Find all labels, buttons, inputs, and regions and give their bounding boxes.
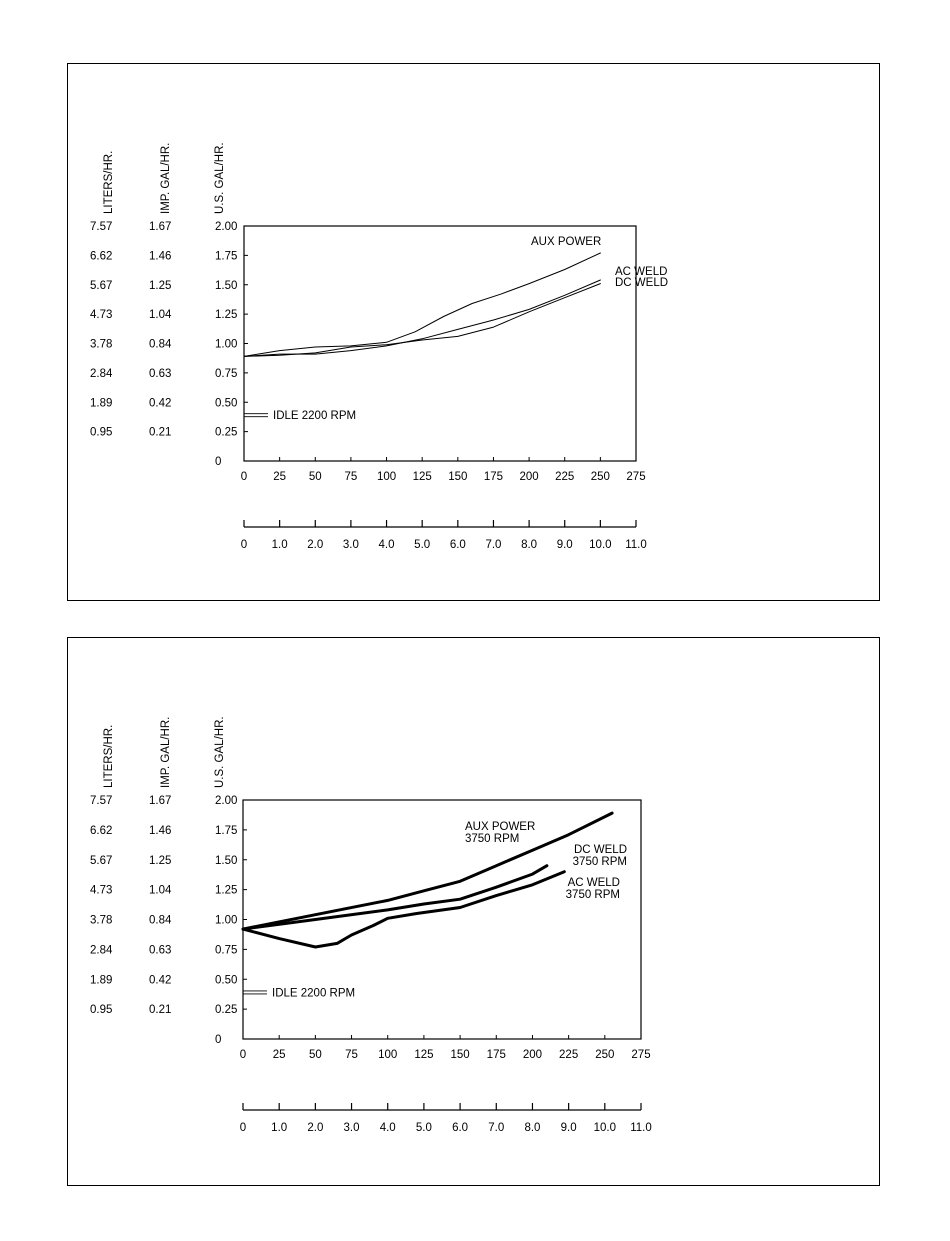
y-tick-label-imp: 1.04	[149, 884, 172, 897]
x2-tick-label: 5.0	[414, 539, 431, 551]
y-tick-label-us: 2.00	[215, 795, 238, 807]
x-tick-label: 50	[308, 1049, 322, 1061]
x2-tick-label: 9.0	[560, 1122, 577, 1134]
series-label: AC WELD	[615, 266, 668, 278]
x-tick-label: 75	[344, 471, 358, 483]
x-tick-label: 250	[590, 471, 610, 483]
x-tick-label: 150	[448, 471, 468, 483]
y-tick-label-imp: 1.46	[149, 824, 172, 837]
y-tick-label-liters: 3.78	[90, 338, 113, 351]
x2-tick-label: 10.0	[589, 539, 612, 551]
x-tick-label: 0	[240, 471, 248, 483]
y-tick-label-liters: 1.89	[90, 974, 113, 987]
y-tick-label-us: 0.25	[215, 1004, 238, 1017]
x2-tick-label: 0	[240, 539, 248, 551]
x2-tick-label: 6.0	[452, 1122, 469, 1134]
axis-title: U.S. GAL/HR.	[214, 142, 226, 214]
x2-tick-label: 11.0	[630, 1122, 652, 1134]
x-tick-label: 0	[239, 1049, 247, 1061]
x2-tick-label: 9.0	[556, 539, 573, 551]
y-tick-label-liters: 0.95	[90, 1004, 113, 1017]
y-tick-label-imp: 0.21	[149, 1004, 172, 1017]
y-tick-label-us: 0.75	[215, 367, 238, 380]
y-tick-label-imp: 1.25	[149, 854, 172, 867]
x2-tick-label: 10.0	[593, 1122, 617, 1134]
y-tick-label-us: 1.75	[215, 250, 238, 263]
idle-label: IDLE 2200 RPM	[273, 410, 357, 423]
axis-title: LITERS/HR.	[103, 724, 115, 788]
y-tick-label-imp: 0.21	[149, 426, 172, 439]
idle-label: IDLE 2200 RPM	[272, 987, 356, 1000]
x2-tick-label: 1.0	[271, 539, 288, 551]
y-tick-label-us: 0.50	[215, 974, 238, 987]
x2-tick-label: 3.0	[343, 1122, 360, 1134]
axis-title: IMP. GAL/HR.	[160, 716, 172, 788]
y-tick-label-us: 1.25	[215, 309, 238, 322]
axis-title: IMP. GAL/HR.	[160, 142, 172, 214]
x2-tick-label: 0	[239, 1122, 247, 1134]
x-tick-label: 100	[376, 471, 397, 483]
x-tick-label: 25	[272, 1049, 286, 1061]
x-tick-label: 275	[631, 1049, 651, 1061]
y-tick-label-imp: 0.84	[149, 338, 172, 351]
x2-tick-label: 3.0	[342, 539, 359, 551]
y-tick-label-imp: 0.42	[149, 974, 172, 987]
series-label: DC WELD	[615, 277, 669, 289]
y-tick-label-us: 1.00	[215, 914, 238, 927]
x-tick-label: 225	[555, 471, 575, 483]
series-label: AUX POWER	[531, 236, 602, 248]
y-tick-label-us: 1.50	[215, 279, 238, 292]
axis-title: LITERS/HR.	[103, 150, 115, 214]
series-label: 3750 RPM	[565, 889, 620, 901]
y-tick-label-liters: 7.57	[90, 221, 113, 233]
series-line-2	[243, 872, 564, 947]
x2-tick-label: 1.0	[271, 1122, 288, 1134]
x2-tick-label: 5.0	[415, 1122, 432, 1134]
x-tick-label: 100	[378, 1049, 398, 1061]
plot-frame	[244, 226, 636, 461]
y-tick-label-liters: 0.95	[90, 426, 113, 439]
axis-title: U.S. GAL/HR.	[214, 716, 226, 788]
y-tick-label-imp: 0.84	[149, 914, 172, 927]
y-tick-label-imp: 0.63	[149, 367, 172, 380]
x-tick-label: 225	[559, 1049, 579, 1061]
x2-tick-label: 2.0	[307, 539, 324, 551]
x2-tick-label: 8.0	[521, 539, 538, 551]
plot-frame	[243, 800, 641, 1039]
x-tick-label: 125	[414, 1049, 434, 1061]
y-tick-label-imp: 0.42	[149, 397, 172, 410]
x2-tick-label: 4.0	[378, 539, 395, 551]
fuel-chart-thick-lines	[67, 637, 880, 1186]
y-tick-label-liters: 2.84	[90, 367, 113, 380]
y-tick-label-us: 0.25	[215, 426, 238, 439]
y-tick-label-imp: 1.46	[149, 250, 172, 263]
y-tick-label-liters: 5.67	[90, 854, 113, 867]
x-tick-label: 200	[522, 1049, 543, 1061]
x-tick-label: 125	[412, 471, 432, 483]
y-tick-label-liters: 3.78	[90, 914, 113, 927]
y-tick-label-us: 2.00	[215, 221, 238, 233]
y-tick-label-liters: 6.62	[90, 250, 113, 263]
x-tick-label: 25	[273, 471, 287, 483]
fuel-chart-thin-lines	[67, 63, 880, 601]
x-tick-label: 50	[308, 471, 322, 483]
x2-tick-label: 8.0	[524, 1122, 541, 1134]
y-tick-label-imp: 1.67	[149, 221, 172, 233]
chart-svg	[68, 638, 881, 1185]
y-tick-label-us: 0.75	[215, 944, 238, 957]
series-label: AUX POWER	[465, 821, 536, 833]
y-tick-label-us: 1.75	[215, 824, 238, 837]
y-tick-label-us: 0.50	[215, 397, 238, 410]
x-tick-label: 150	[450, 1049, 470, 1061]
series-label: 3750 RPM	[572, 856, 627, 868]
x-tick-label: 75	[345, 1049, 358, 1061]
y-tick-label-us: 0	[215, 456, 222, 468]
y-tick-label-liters: 6.62	[90, 824, 113, 837]
y-tick-label-liters: 4.73	[90, 309, 113, 322]
x2-tick-label: 7.0	[485, 539, 502, 551]
y-tick-label-imp: 1.25	[149, 279, 172, 292]
x2-tick-label: 4.0	[379, 1122, 396, 1134]
y-tick-label-liters: 2.84	[90, 944, 113, 957]
y-tick-label-us: 1.00	[215, 338, 238, 351]
y-tick-label-liters: 1.89	[90, 397, 113, 410]
y-tick-label-imp: 0.63	[149, 944, 172, 957]
x2-tick-label: 2.0	[307, 1122, 324, 1134]
y-tick-label-imp: 1.04	[149, 309, 172, 322]
series-line-1	[244, 280, 600, 356]
y-tick-label-liters: 4.73	[90, 884, 113, 897]
y-tick-label-us: 1.50	[215, 854, 238, 867]
chart-svg	[68, 64, 881, 600]
y-tick-label-imp: 1.67	[149, 795, 172, 807]
y-tick-label-liters: 7.57	[90, 795, 113, 807]
series-label: AC WELD	[567, 877, 620, 889]
x2-tick-label: 11.0	[625, 539, 647, 551]
series-line-2	[244, 284, 600, 357]
x-tick-label: 175	[486, 1049, 506, 1061]
x-tick-label: 200	[519, 471, 539, 483]
y-tick-label-liters: 5.67	[90, 279, 113, 292]
y-tick-label-us: 0	[215, 1034, 222, 1046]
x2-tick-label: 6.0	[449, 539, 466, 551]
x-tick-label: 250	[595, 1049, 615, 1061]
x-tick-label: 275	[626, 471, 646, 483]
x-tick-label: 175	[483, 471, 504, 483]
x2-tick-label: 7.0	[488, 1122, 505, 1134]
series-label: DC WELD	[573, 844, 627, 856]
y-tick-label-us: 1.25	[215, 884, 238, 897]
series-label: 3750 RPM	[465, 833, 520, 845]
